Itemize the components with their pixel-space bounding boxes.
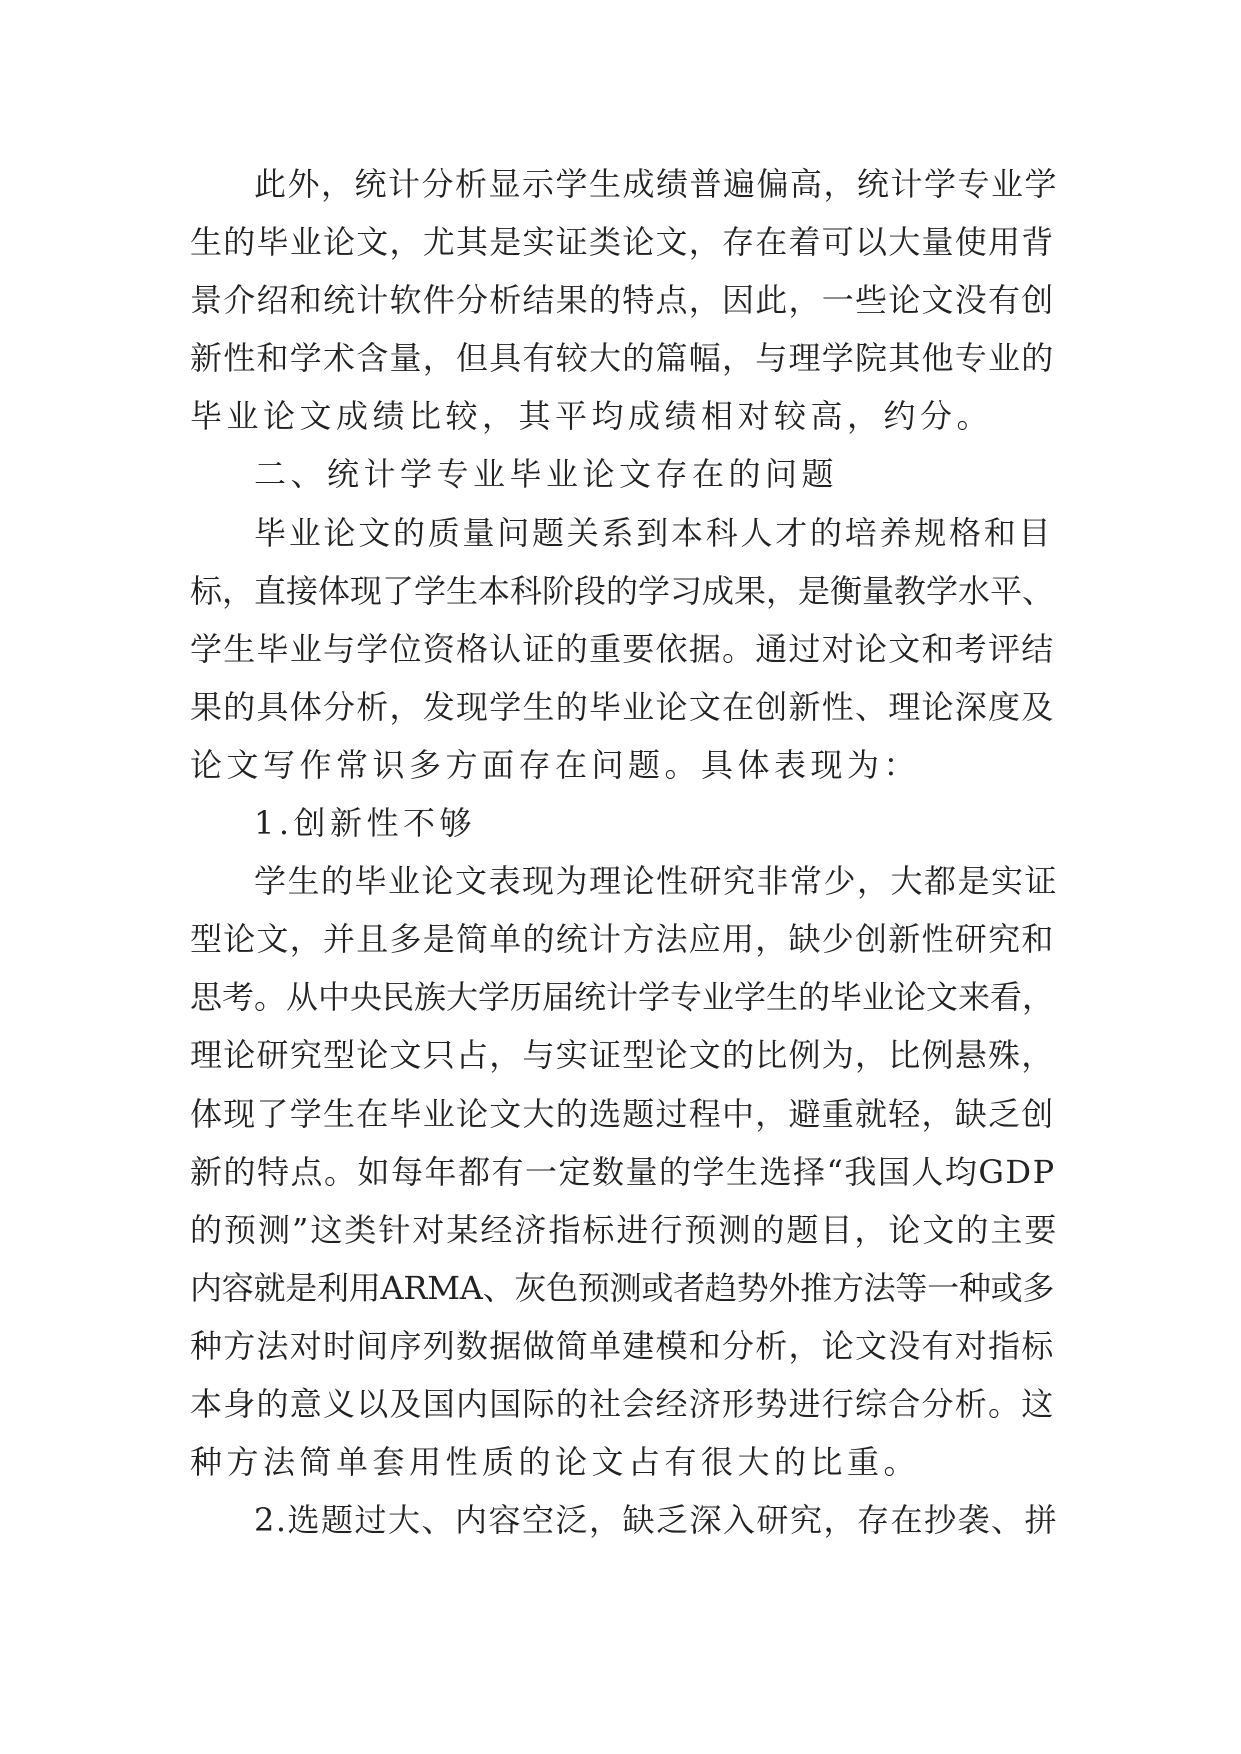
text-line: 二、统计学专业毕业论文存在的问题 bbox=[254, 455, 839, 494]
text-line: 学生毕业与学位资格认证的重要依据。通过对论文和考评结 bbox=[190, 629, 1055, 668]
text-line: 型论文，并且多是简单的统计方法应用，缺少创新性研究和 bbox=[190, 920, 1055, 959]
text-line: 种方法对时间序列数据做简单建模和分析，论文没有对指标 bbox=[190, 1326, 1055, 1365]
text-line: 景介绍和统计软件分析结果的特点，因此，一些论文没有创 bbox=[190, 281, 1055, 320]
text-line: 内容就是利用ARMA、灰色预测或者趋势外推方法等一种或多 bbox=[190, 1268, 1055, 1307]
text-line: 本身的意义以及国内国际的社会经济形势进行综合分析。这 bbox=[190, 1384, 1055, 1423]
text-line: 的预测”这类针对某经济指标进行预测的题目，论文的主要 bbox=[190, 1210, 1059, 1249]
text-line: 2.选题过大、内容空泛，缺乏深入研究，存在抄袭、拼 bbox=[254, 1501, 1059, 1540]
text-line: 思考。从中央民族大学历届统计学专业学生的毕业论文来看， bbox=[190, 978, 1055, 1017]
body-text bbox=[190, 155, 1058, 1549]
text-line: 新的特点。如每年都有一定数量的学生选择“我国人均GDP bbox=[190, 1152, 1056, 1191]
text-line: 标，直接体现了学生本科阶段的学习成果，是衡量教学水平、 bbox=[190, 571, 1055, 610]
text-line: 理论研究型论文只占，与实证型论文的比例为，比例悬殊， bbox=[190, 1036, 1055, 1075]
text-line: 毕业论文成绩比较，其平均成绩相对较高，约分。 bbox=[190, 397, 994, 436]
text-line: 此外，统计分析显示学生成绩普遍偏高，统计学专业学 bbox=[254, 165, 1059, 203]
text-line: 新性和学术含量，但具有较大的篇幅，与理学院其他专业的 bbox=[190, 339, 1055, 378]
text-line: 论文写作常识多方面存在问题。具体表现为： bbox=[190, 745, 921, 784]
text-line: 1.创新性不够 bbox=[254, 804, 477, 843]
text-line: 生的毕业论文，尤其是实证类论文，存在着可以大量使用背 bbox=[190, 223, 1055, 262]
text-line: 学生的毕业论文表现为理论性研究非常少，大都是实证 bbox=[254, 862, 1059, 901]
text-line: 毕业论文的质量问题关系到本科人才的培养规格和目 bbox=[254, 513, 1054, 552]
text-line: 体现了学生在毕业论文大的选题过程中，避重就轻，缺乏创 bbox=[190, 1094, 1055, 1133]
text-line: 种方法简单套用性质的论文占有很大的比重。 bbox=[190, 1443, 921, 1482]
text-line: 果的具体分析，发现学生的毕业论文在创新性、理论深度及 bbox=[190, 687, 1055, 726]
